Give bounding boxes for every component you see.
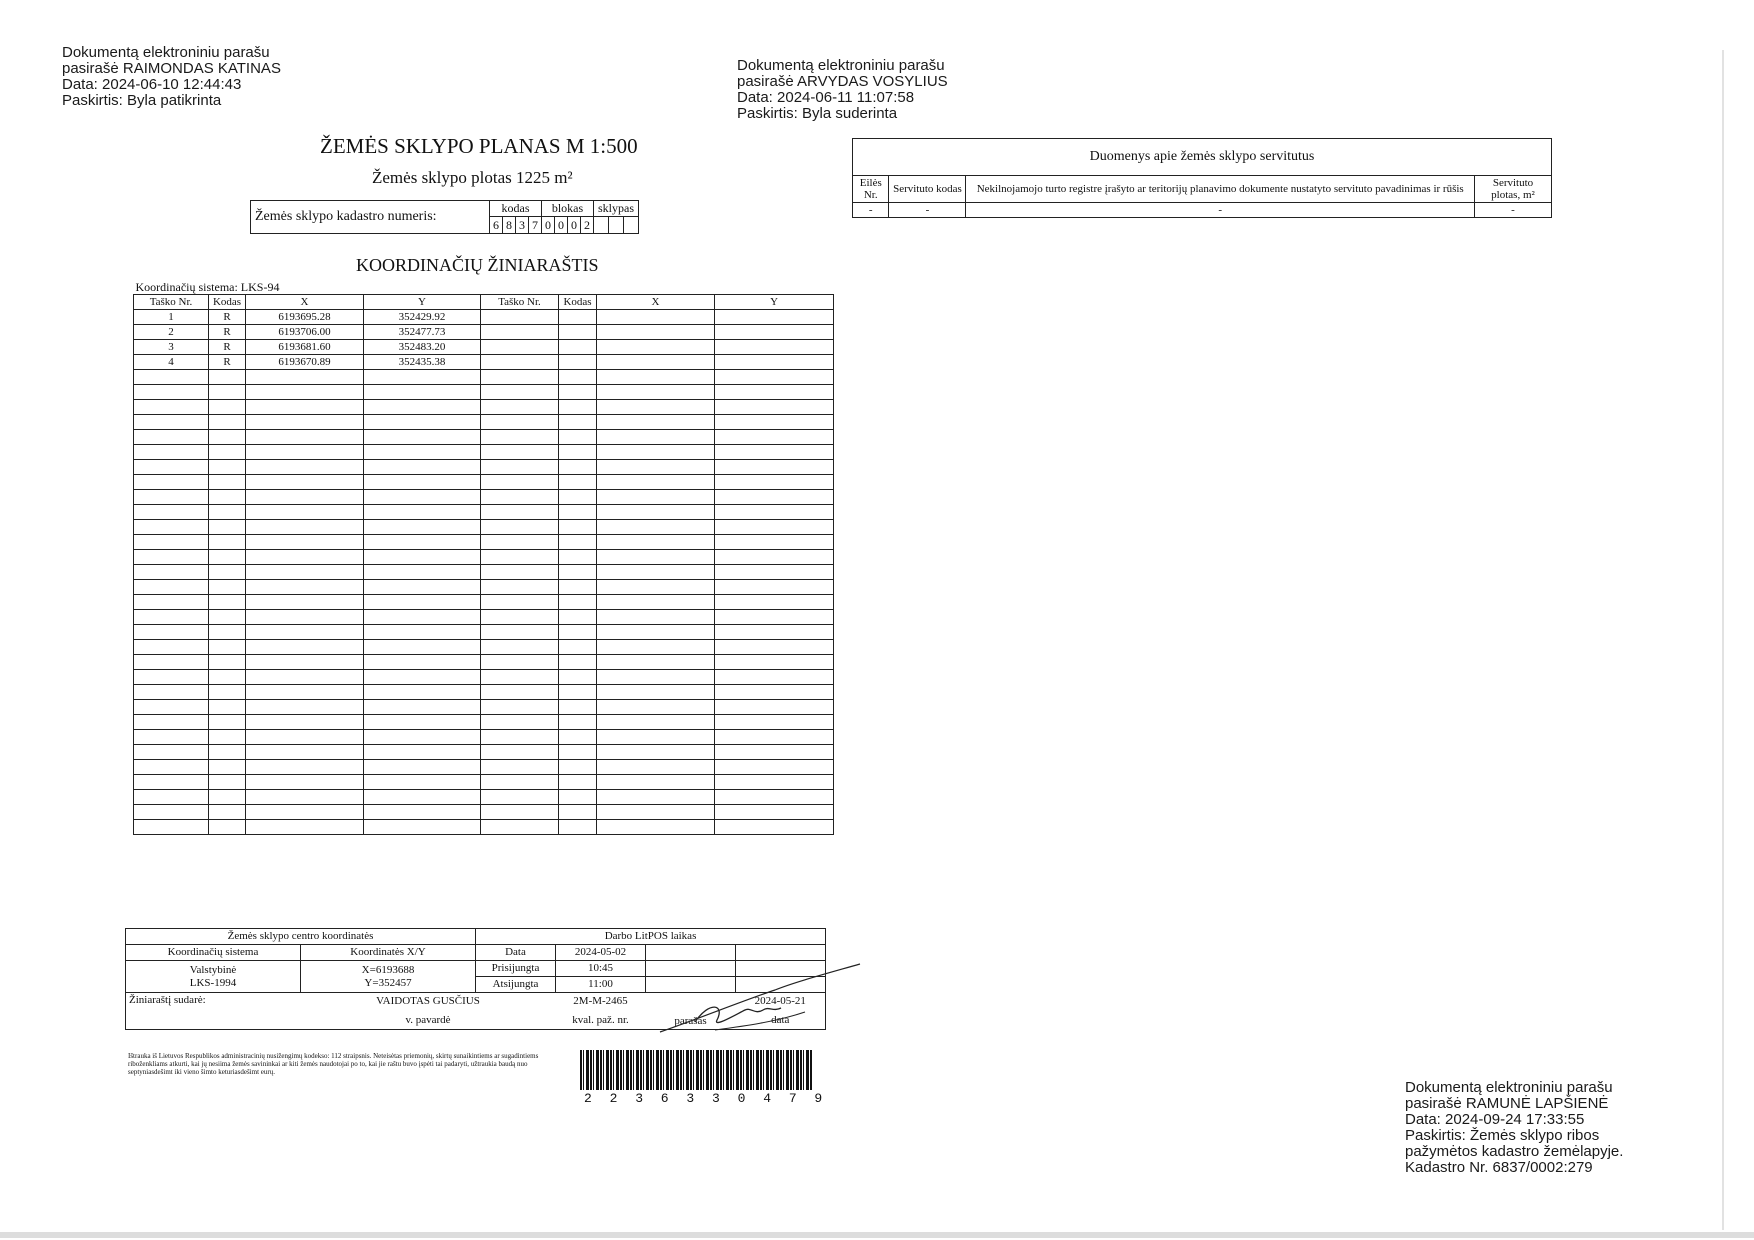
header-cell: X — [246, 295, 364, 310]
table-row-empty — [134, 760, 834, 775]
point-code: R — [209, 310, 246, 325]
table-row-empty — [134, 730, 834, 745]
table-row-empty — [134, 490, 834, 505]
table-row-empty — [134, 400, 834, 415]
servitudes-table — [852, 138, 1552, 218]
coordinates-title: KOORDINAČIŲ ŽINIARAŠTIS — [356, 255, 599, 275]
center-sys-value-2: LKS-1994 — [189, 976, 237, 989]
signature-stamp-raimondas — [62, 45, 281, 109]
point-code: R — [209, 325, 246, 340]
table-row-empty — [134, 610, 834, 625]
header-cell: Eilės Nr. — [853, 176, 889, 203]
header-cell: Nekilnojamojo turto registre įrašyto ar teritorijų planavimo dokumente nustatyto servituto pavadinimas ir rūšis — [966, 176, 1475, 203]
point-code: R — [209, 355, 246, 370]
stamp-line: Paskirtis: Byla suderinta — [737, 105, 898, 122]
servitudes-title: Duomenys apie žemės sklypo servitutus — [853, 139, 1552, 176]
table-row — [134, 340, 834, 355]
sklypas-digit — [594, 217, 609, 234]
table-row-empty — [134, 790, 834, 805]
cell: - — [1475, 203, 1552, 218]
barcode-image — [580, 1050, 812, 1090]
point-number: 3 — [134, 340, 209, 355]
kodas-digit: 8 — [503, 217, 516, 234]
point-x: 6193695.28 — [246, 310, 364, 325]
compiler-kval-cell — [556, 993, 646, 1030]
sklypas-digit — [624, 217, 639, 234]
signature-stamp-arvydas — [737, 58, 948, 122]
kodas-digit: 7 — [529, 217, 542, 234]
table-row-empty — [134, 745, 834, 760]
plan-area: Žemės sklypo plotas 1225 m² — [372, 168, 573, 187]
table-row-empty — [134, 385, 834, 400]
point-code: R — [209, 340, 246, 355]
center-xy-value — [301, 961, 476, 993]
litpos-date-label: Data — [476, 945, 556, 961]
point-x: 6193670.89 — [246, 355, 364, 370]
point-x: 6193681.60 — [246, 340, 364, 355]
cell: - — [889, 203, 966, 218]
table-row-empty — [134, 550, 834, 565]
stamp-line: pasirašė RAIMONDAS KATINAS — [62, 60, 281, 77]
scan-edge-bottom — [0, 1232, 1754, 1238]
header-cell: Kodas — [209, 295, 246, 310]
point-number: 1 — [134, 310, 209, 325]
table-row — [134, 310, 834, 325]
kodas-digit: 6 — [490, 217, 503, 234]
table-row-empty — [134, 370, 834, 385]
stamp-line: Dokumentą elektroniniu parašu — [1405, 1079, 1613, 1096]
table-row-empty — [134, 685, 834, 700]
table-row-empty — [134, 520, 834, 535]
point-y: 352435.38 — [364, 355, 481, 370]
legal-footnote: Ištrauka iš Lietuvos Respublikos administracinių nusižengimų kodekso: 112 straipsnis. Neteisėtas priemonių, skirtų sunaikintiems ar sugadintiems riboženkliams atkurti, kai jų nesiima žemės savininkai ar kiti žemės naudotojai po to, kai jie raštu buvo įspėti tai padaryti, užtraukia baudą nuo septyniasdešimt iki vieno šimto keturiasdešimt eurų. — [128, 1052, 539, 1076]
stamp-line: Data: 2024-06-11 11:07:58 — [737, 89, 915, 106]
point-y: 352483.20 — [364, 340, 481, 355]
stamp-line: Data: 2024-09-24 17:33:55 — [1405, 1111, 1585, 1128]
handwritten-signature — [655, 960, 865, 1040]
compiler-kval: 2M-M-2465 — [573, 995, 628, 1007]
blokas-digit: 0 — [542, 217, 555, 234]
header-cell: X — [597, 295, 715, 310]
litpos-disconnect-value: 11:00 — [556, 977, 646, 993]
stamp-line: pasirašė RAMUNĖ LAPŠIENĖ — [1405, 1095, 1609, 1112]
stamp-line: Paskirtis: Žemės sklypo ribos — [1405, 1127, 1600, 1144]
coordinates-table — [133, 280, 834, 835]
table-row-empty — [134, 820, 834, 835]
header-cell: Y — [364, 295, 481, 310]
table-row-empty — [134, 430, 834, 445]
litpos-connect-label: Prisijungta — [476, 961, 556, 977]
scan-edge-right — [1722, 50, 1724, 1230]
stamp-line: pažymėtos kadastro žemėlapyje. — [1405, 1143, 1624, 1160]
point-y: 352477.73 — [364, 325, 481, 340]
header-cell: Y — [715, 295, 834, 310]
compiler-label: Žiniaraštį sudarė: — [126, 993, 301, 1030]
center-sys-value — [126, 961, 301, 993]
table-row-empty — [134, 700, 834, 715]
blokas-digit: 2 — [581, 217, 594, 234]
table-row-empty — [134, 460, 834, 475]
table-row-empty — [134, 625, 834, 640]
center-sys-value-1: Valstybinė — [189, 963, 237, 976]
header-cell: Servituto kodas — [889, 176, 966, 203]
litpos-connect-value: 10:45 — [556, 961, 646, 977]
stamp-line: Dokumentą elektroniniu parašu — [62, 44, 270, 61]
compiler-name: VAIDOTAS GUSČIUS — [376, 995, 480, 1007]
table-row-empty — [134, 535, 834, 550]
kadastro-label: Žemės sklypo kadastro numeris: — [251, 201, 490, 234]
center-y: Y=352457 — [364, 976, 412, 989]
cell: - — [966, 203, 1475, 218]
center-x: X=6193688 — [361, 963, 415, 976]
table-row-empty — [134, 565, 834, 580]
compiler-name-cell — [301, 993, 556, 1030]
point-number: 4 — [134, 355, 209, 370]
table-row-empty — [134, 670, 834, 685]
table-row-empty — [134, 805, 834, 820]
center-xy-label: Koordinatės X/Y — [301, 945, 476, 961]
center-sys-label: Koordinačių sistema — [126, 945, 301, 961]
compiler-date: 2024-05-21 — [754, 995, 806, 1007]
compiler-kval-caption: kval. paž. nr. — [572, 1014, 629, 1026]
coordinate-system-label: Koordinačių sistema: LKS-94 — [134, 280, 834, 295]
blokas-digit: 0 — [568, 217, 581, 234]
sklypas-digit — [609, 217, 624, 234]
header-cell: Taško Nr. — [134, 295, 209, 310]
blokas-label: blokas — [542, 201, 594, 217]
stamp-line: pasirašė ARVYDAS VOSYLIUS — [737, 73, 948, 90]
stamp-line: Paskirtis: Byla patikrinta — [62, 92, 222, 109]
header-cell: Servituto plotas, m² — [1475, 176, 1552, 203]
table-row-empty — [134, 640, 834, 655]
compiler-date-caption: data — [771, 1014, 790, 1026]
table-row-empty — [134, 595, 834, 610]
table-row-empty — [134, 775, 834, 790]
kadastro-number-block — [250, 200, 639, 234]
barcode-number: 2 2 3 6 3 3 0 4 7 9 — [584, 1091, 828, 1106]
kodas-digit: 3 — [516, 217, 529, 234]
table-row-empty — [134, 655, 834, 670]
header-cell: Taško Nr. — [481, 295, 559, 310]
stamp-line: Kadastro Nr. 6837/0002:279 — [1405, 1159, 1593, 1176]
table-row-empty — [134, 475, 834, 490]
table-row — [134, 325, 834, 340]
stamp-line: Data: 2024-06-10 12:44:43 — [62, 76, 242, 93]
table-row-empty — [134, 445, 834, 460]
cell: - — [853, 203, 889, 218]
table-row-empty — [134, 715, 834, 730]
table-row-empty — [134, 580, 834, 595]
point-y: 352429.92 — [364, 310, 481, 325]
stamp-line: Dokumentą elektroniniu parašu — [737, 57, 945, 74]
table-row-empty — [134, 505, 834, 520]
litpos-disconnect-label: Atsijungta — [476, 977, 556, 993]
compiler-signature-caption: parašas — [674, 1015, 707, 1027]
plan-title: ŽEMĖS SKLYPO PLANAS M 1:500 — [320, 134, 638, 158]
blokas-digit: 0 — [555, 217, 568, 234]
point-x: 6193706.00 — [246, 325, 364, 340]
table-row — [134, 355, 834, 370]
litpos-title: Darbo LitPOS laikas — [476, 929, 826, 945]
header-cell: Kodas — [559, 295, 597, 310]
point-number: 2 — [134, 325, 209, 340]
compiler-name-caption: v. pavardė — [405, 1014, 451, 1026]
kodas-label: kodas — [490, 201, 542, 217]
center-coordinates-title: Žemės sklypo centro koordinatės — [126, 929, 476, 945]
signature-stamp-ramune — [1405, 1080, 1623, 1176]
litpos-date-value: 2024-05-02 — [556, 945, 646, 961]
sklypas-label: sklypas — [594, 201, 639, 217]
table-row-empty — [134, 415, 834, 430]
